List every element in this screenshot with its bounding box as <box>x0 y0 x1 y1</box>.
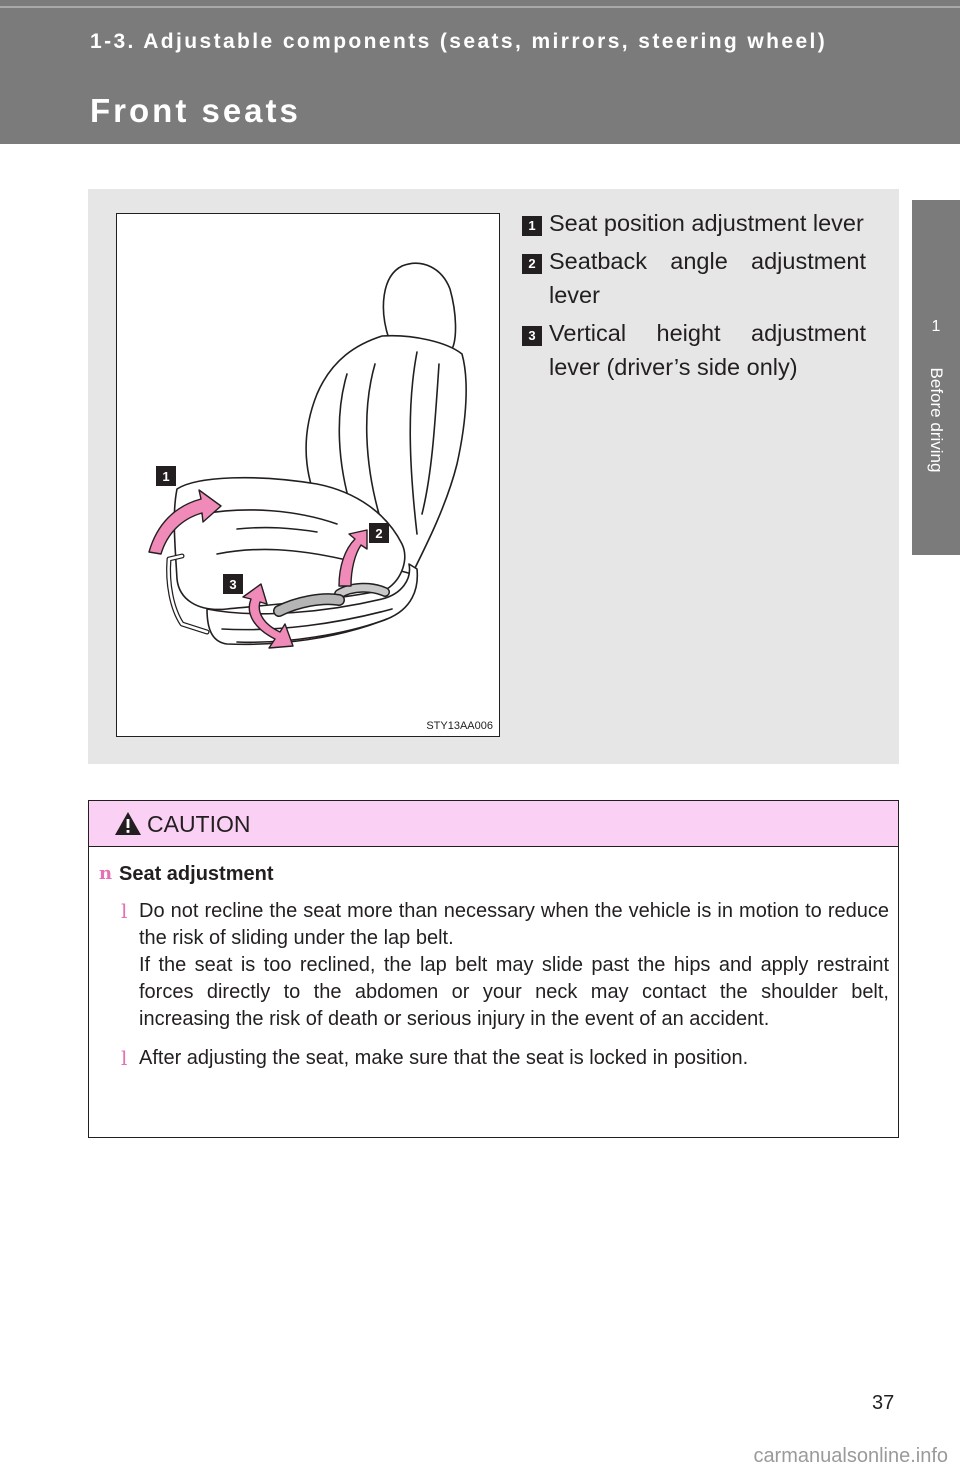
chapter-label: Before driving <box>927 367 946 473</box>
page-number: 37 <box>872 1392 895 1414</box>
item-text: After adjusting the seat, make sure that the seat is locked in position. <box>139 1047 749 1069</box>
caution-header <box>89 801 898 847</box>
legend-text: Vertical height adjustment lever (driver’s side only) <box>549 320 866 380</box>
warning-triangle-icon <box>114 811 142 836</box>
section-title: 1-3. Adjustable components (seats, mirrors, steering wheel) <box>90 30 828 53</box>
subheading-text: Seat adjustment <box>119 863 274 885</box>
legend-text: Seat position adjustment lever <box>549 210 864 236</box>
caution-subheading <box>99 863 889 886</box>
callout-1: 1 <box>162 469 170 484</box>
figure-legend <box>522 206 866 388</box>
legend-item <box>522 244 866 312</box>
caution-item <box>109 898 889 1033</box>
page-title: Front seats <box>90 92 301 129</box>
subheading-bullet: n <box>99 863 113 884</box>
item-bullet: l <box>121 1046 128 1070</box>
caution-title: CAUTION <box>147 811 251 837</box>
header-rule <box>0 6 960 8</box>
figure-code: STY13AA006 <box>426 720 493 732</box>
legend-badge: 1 <box>522 216 542 236</box>
item-text: If the seat is too reclined, the lap belt may slide past the hips and apply restraint forces directly to the abdomen or your neck may contact the shoulder belt, increasing the risk of death or serious injury in the event of an accident. <box>139 954 889 1030</box>
callout-3: 3 <box>229 577 237 592</box>
item-bullet: l <box>121 899 128 923</box>
item-text: Do not recline the seat more than necessary when the vehicle is in motion to reduce the risk of sliding under the lap belt. <box>139 900 889 949</box>
legend-item <box>522 316 866 384</box>
seat-drawing <box>117 214 499 736</box>
caution-item <box>109 1045 889 1072</box>
caution-body <box>99 863 889 1072</box>
chapter-number: 1 <box>931 318 941 335</box>
legend-badge: 2 <box>522 254 542 274</box>
legend-item <box>522 206 866 240</box>
legend-badge: 3 <box>522 326 542 346</box>
legend-text: Seatback angle adjustment lever <box>549 248 866 308</box>
page-header <box>0 0 960 144</box>
callout-2: 2 <box>375 526 383 541</box>
seat-illustration <box>116 213 500 737</box>
caution-box <box>88 800 899 1138</box>
watermark: carmanualsonline.info <box>753 1445 948 1467</box>
chapter-tab <box>912 200 960 555</box>
